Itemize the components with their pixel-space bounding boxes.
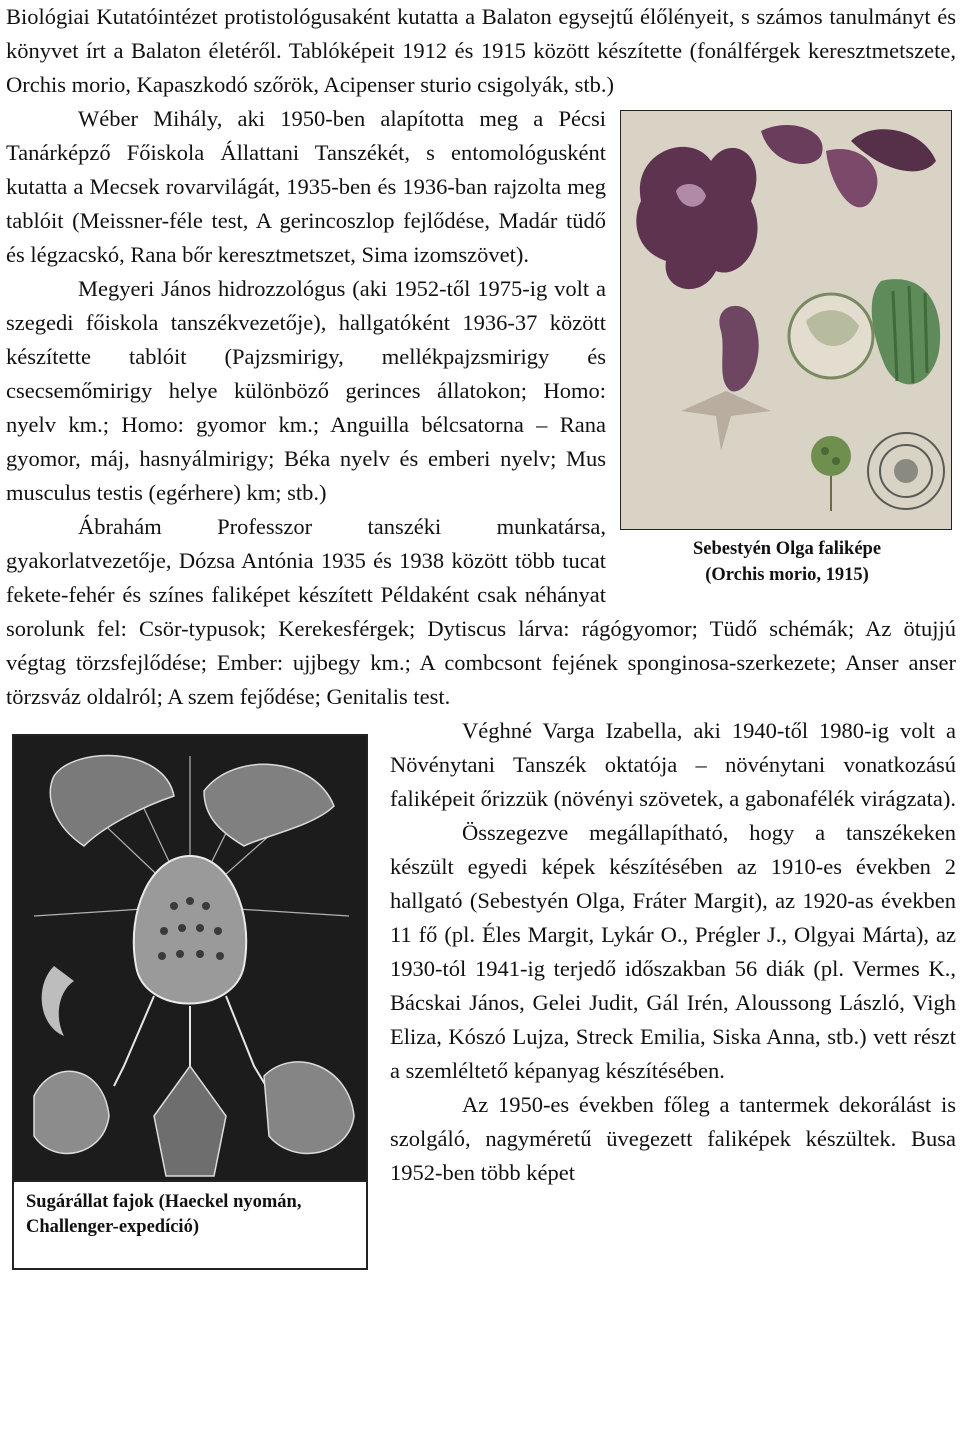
orchis-caption-line-2: (Orchis morio, 1915) bbox=[705, 565, 869, 585]
paragraph-1: Biológiai Kutatóintézet protistológusaként kutatta a Balaton egysejtű élőlényeit, s számos tanulmányt és könyvet írt a Balaton életéről. Tablóképeit 1912 és 1915 között készítette (fonálférgek keresztmetszete, Orchis morio, Kapaszkodó szőrök, Acipenser sturio csigolyák, stb.) bbox=[6, 4, 956, 97]
paragraph-4: Ábrahám Professzor tanszéki munkatársa, gyakorlatvezetője, Dózsa Antónia 1935 és 1938 között több tucat fekete-fehér és színes faliképet készített Példaként csak néhányat sorolunk fel: Csör-typusok; Kerekesférgek; Dytiscus lárva: rágógyomor; Tüdő schémák; Az ötujjú végtag törzsfejlődése; Ember: ujjbegy km.; A combcsont fejének sponginosa-szerkezete; Anser anser törzsváz oldalról; A szem fejődése; Genitalis test. bbox=[6, 514, 956, 709]
orchis-caption-line-1: Sebestyén Olga faliképe bbox=[692, 539, 882, 559]
document-page bbox=[6, 0, 956, 1270]
orchis-caption bbox=[620, 536, 954, 588]
paragraph-5: Véghné Varga Izabella, aki 1940-től 1980-ig volt a Növénytani Tanszék oktatója – növénytani vonatkozású faliképeit őrizzük (növényi szövetek, a gabonafélék virágzata). bbox=[390, 718, 956, 811]
haeckel-figure bbox=[12, 734, 368, 1270]
haeckel-caption-line-1: Sugárállat fajok (Haeckel nyomán, bbox=[26, 1192, 302, 1212]
orchis-figure bbox=[620, 110, 954, 596]
paragraph-2: Wéber Mihály, aki 1950-ben alapította meg a Pécsi Tanárképző Főiskola Állattani Tanszékét, s entomológusként kutatta a Mecsek rovarvilágát, 1935-ben és 1936-ban rajzolta meg tablóit (Meissner-féle test, A gerincoszlop fejlődése, Madár tüdő és légzacskó, Rana bőr keresztmetszet, Sima izomszövet). bbox=[6, 106, 606, 267]
paragraph-6: Összegezve megállapítható, hogy a tanszékeken készült egyedi képek készítésében az 1910-es években 2 hallgató (Sebestyén Olga, Fráter Margit), az 1920-as években 11 fő (pl. Éles Margit, Lykár O., Prégler J., Olgyai Márta), az 1930-tól 1941-ig terjedő időszakban 56 diák (pl. Vermes K., Bácskai János, Gelei Judit, Gál Irén, Aloussong László, Vigh Eliza, Kószó Lujza, Streck Emilia, Siska Anna, stb.) vett részt a szemléltető képanyag készítésében. bbox=[390, 820, 956, 1083]
haeckel-caption-line-2: Challenger-expedíció) bbox=[26, 1217, 199, 1237]
radiolaria-illustration bbox=[14, 736, 366, 1180]
paragraph-7: Az 1950-es években főleg a tantermek dekorálást is szolgáló, nagyméretű üvegezett faliképek készültek. Busa 1952-ben több képet bbox=[390, 1092, 956, 1185]
orchis-morio-painting bbox=[620, 110, 952, 530]
paragraph-3: Megyeri János hidrozzológus (aki 1952-től 1975-ig volt a szegedi főiskola tanszékvezetője), hallgatóként 1936-37 között készítette tablóit (Pajzsmirigy, mellékpajzsmirigy és csecsemőmirigy helye különböző gerinces állatokon; Homo: nyelv km.; Homo: gyomor km.; Anguilla bélcsatorna – Rana gyomor, máj, hasnyálmirigy; Béka nyelv és emberi nyelv; Mus musculus testis (egérhere) km; stb.) bbox=[6, 276, 606, 505]
haeckel-caption bbox=[14, 1180, 366, 1268]
